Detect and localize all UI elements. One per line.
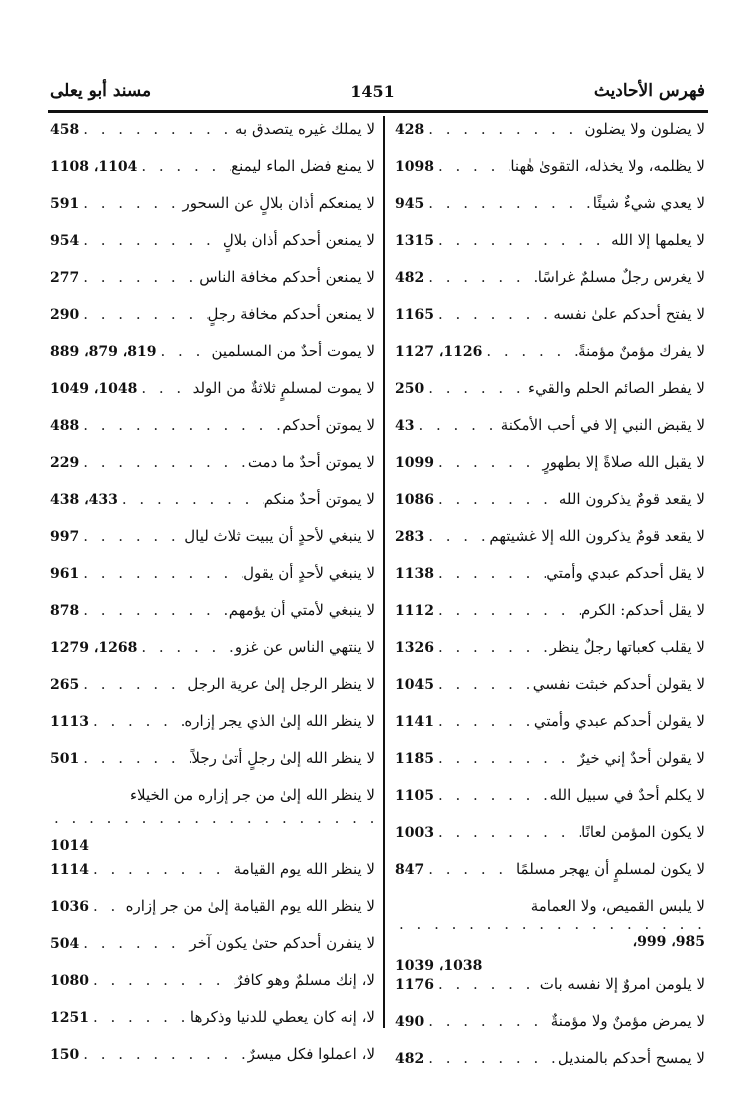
index-entry [50,749,375,786]
entry-text: لا يمنع فضل الماء ليمنع [231,157,375,175]
leader-dots [414,416,500,434]
leader-dots [434,786,550,804]
leader-dots [89,860,234,878]
entry-text: لا ينظر الله يوم القيامة [233,860,375,878]
entry-ref: 1036 [50,899,89,915]
leader-dots [395,915,705,933]
entry-ref: 997 [50,529,80,545]
leader-dots [79,1045,247,1063]
entry-ref: 591 [50,196,80,212]
index-entry [395,231,705,268]
page-header [50,76,705,106]
entry-ref: 945 [395,196,425,212]
leader-dots [89,1008,190,1026]
index-entry [50,231,375,268]
leader-dots [434,638,550,656]
index-entry [395,1012,705,1049]
entry-ref: 428 [395,122,425,138]
entry-text: لا، اعملوا فكل ميسرٌ [247,1045,375,1063]
entry-text: لا يقولن أحدكم خبثت نفسي [532,675,705,693]
entry-ref: 819، 879، 889 [50,344,157,360]
leader-dots [434,712,534,730]
leader-dots [79,416,282,434]
entry-text: لا ينفرن أحدكم حتىٰ يكون آخر [189,934,375,952]
entry-text: لا ينظر الرجل إلىٰ عرية الرجل [187,675,375,693]
entry-text: لا يظلمه، ولا يخذله، التقوىٰ هٰهنا [510,157,705,175]
entry-text: لا ينظر الله إلىٰ الذي يجر إزاره [184,712,375,730]
entry-ref: 985، 999، [632,934,705,950]
leader-dots [157,342,212,360]
entry-ref: 1098 [395,159,434,175]
entry-text: لا يكلم أحدٌ في سبيل الله [549,786,705,804]
index-entry [50,305,375,342]
entry-text: لا، إنه كان يعطي للدنيا وذكرها [189,1008,375,1026]
entry-text: لا يمنعكم أذان بلالٍ عن السحور [182,194,375,212]
index-entry [395,157,705,194]
entry-ref: 150 [50,1047,80,1063]
index-entry [395,638,705,675]
entry-text: لا يقبل الله صلاةً إلا بطهورٍ [542,453,705,471]
entry-ref: 954 [50,233,80,249]
index-entry [395,975,705,1012]
leader-dots [424,527,489,545]
index-entry [50,194,375,231]
entry-text: لا يقبض النبي إلا في أحب الأمكنة [500,416,705,434]
leader-dots [434,305,553,323]
entry-ref: 1185 [395,751,434,767]
entry-ref: 1165 [395,307,434,323]
index-entry [50,1008,375,1045]
index-entry [50,860,375,897]
entry-ref: 265 [50,677,80,693]
entry-ref-continued: 1014 [50,838,89,855]
leader-dots [434,231,611,249]
index-entry [50,120,375,157]
entry-ref: 1113 [50,714,89,730]
page-number: 1451 [350,81,395,101]
entry-ref: 1112 [395,603,434,619]
index-entry [395,564,705,601]
header-rule [48,110,708,113]
index-entry [50,379,375,416]
index-entry [50,527,375,564]
leader-dots [89,712,184,730]
leader-dots [424,1012,550,1030]
index-entry [50,564,375,601]
index-entry [50,416,375,453]
entry-text: لا يموتن أحدٌ منكم [263,490,375,508]
leader-dots [79,231,223,249]
entry-text: لا يمرض مؤمنٌ ولا مؤمنةٌ [550,1012,705,1030]
index-entry [395,1049,705,1086]
entry-ref: 490 [395,1014,425,1030]
leader-dots [79,268,199,286]
right-column [395,120,705,1086]
entry-text: لا يغرس رجلٌ مسلمٌ غراسًا [537,268,705,286]
entry-text: لا ينبغي لأمتي أن يؤمهم [228,601,375,619]
index-entry [50,453,375,490]
entry-ref: 433، 438 [50,492,118,508]
index-entry [395,897,705,975]
leader-dots [137,638,235,656]
leader-dots [79,120,235,138]
entry-text: لا يملك غيره يتصدق به [234,120,375,138]
index-entry [395,194,705,231]
entry-text: لا يفطر الصائم الحلم والقيء [528,379,705,397]
entry-text: لا يقل أحدكم: الكرم [580,601,705,619]
entry-text: لا ينظر الله إلىٰ رجلٍ أتىٰ رجلاً [191,749,375,767]
left-column [50,120,375,1082]
entry-ref: 1176 [395,977,434,993]
entry-text: لا ينبغي لأحدٍ أن يقول [243,564,375,582]
column-divider [383,116,385,1028]
entry-text: لا يعلمها إلا الله [611,231,705,249]
index-entry [50,897,375,934]
entry-ref: 458 [50,122,80,138]
entry-text: لا يقعد قومٌ يذكرون الله [558,490,705,508]
entry-text: لا ينظر الله إلىٰ من جر إزاره من الخيلاء [129,786,375,804]
entry-ref: 1104، 1108 [50,159,138,175]
entry-text: لا ينبغي لأحدٍ أن يبيت ثلاث ليال [184,527,375,545]
index-entry [50,971,375,1008]
entry-ref: 1086 [395,492,434,508]
entry-text: لا يفتح أحدكم علىٰ نفسه [553,305,705,323]
entry-ref: 504 [50,936,80,952]
index-entry [395,379,705,416]
index-entry [395,268,705,305]
index-entry [395,823,705,860]
leader-dots [118,490,264,508]
leader-dots [424,268,537,286]
entry-text: لا يمنعن أحدكم مخافة رجلٍ [207,305,375,323]
leader-dots [434,601,581,619]
entry-text: لا يمنعن أحدكم مخافة الناس [199,268,375,286]
entry-text: لا ينتهي الناس عن غزو [234,638,375,656]
entry-ref: 501 [50,751,80,767]
entry-ref: 1141 [395,714,434,730]
leader-dots [79,934,189,952]
index-entry [50,786,375,860]
leader-dots [137,379,192,397]
entry-ref: 1045 [395,677,434,693]
entry-ref: 878 [50,603,80,619]
index-entry [395,749,705,786]
index-entry [395,527,705,564]
leader-dots [434,823,581,841]
leader-dots [424,194,593,212]
entry-ref: 1138 [395,566,434,582]
index-entry [50,638,375,675]
entry-text: لا يقولن أحدكم عبدي وأمتي [533,712,705,730]
entry-text: لا يقعد قومٌ يذكرون الله إلا غشيتهم [489,527,705,545]
entry-text: لا يموتن أحدكم [282,416,375,434]
leader-dots [79,749,191,767]
entry-text: لا يضلون ولا يضلون [584,120,705,138]
entry-text: لا يلومن امروٌ إلا نفسه بات [539,975,705,993]
leader-dots [434,675,533,693]
leader-dots [79,305,207,323]
index-entry [395,786,705,823]
entry-text: لا يمنعن أحدكم أذان بلالٍ [222,231,375,249]
entry-ref: 961 [50,566,80,582]
entry-text: لا يموتن أحدٌ ما دمت [247,453,375,471]
index-entry [50,1045,375,1082]
entry-text: لا يقلب كعباتها رجلٌ ينظر [549,638,705,656]
leader-dots [89,897,126,915]
entry-ref: 1268، 1279 [50,640,138,656]
index-entry [50,268,375,305]
book-title: مسند أبو يعلى [50,81,152,101]
entry-text: لا يموت أحدٌ من المسلمين [211,342,375,360]
leader-dots [79,194,182,212]
entry-ref: 482 [395,1051,425,1067]
entry-text: لا ينظر الله يوم القيامة إلىٰ من جر إزاره [125,897,375,915]
entry-ref: 283 [395,529,425,545]
leader-dots [79,527,184,545]
entry-ref: 277 [50,270,80,286]
leader-dots [79,453,248,471]
entry-ref: 847 [395,862,425,878]
entry-ref: 290 [50,307,80,323]
index-entry [395,342,705,379]
leader-dots [79,601,229,619]
entry-ref: 482 [395,270,425,286]
index-entry [50,490,375,527]
leader-dots [424,860,516,878]
entry-ref: 1048، 1049 [50,381,138,397]
index-entry [395,453,705,490]
entry-text: لا يعدي شيءٌ شيئًا [592,194,705,212]
entry-text: لا يقل أحدكم عبدي وأمتي [546,564,705,582]
entry-ref: 488 [50,418,80,434]
leader-dots [79,564,243,582]
entry-ref: 1003 [395,825,434,841]
leader-dots [434,975,540,993]
index-entry [50,157,375,194]
leader-dots [434,749,578,767]
leader-dots [89,971,235,989]
entry-ref: 1315 [395,233,434,249]
leader-dots [434,564,546,582]
index-entry [395,712,705,749]
index-entry [50,601,375,638]
entry-text: لا يكون المؤمن لعانًا [581,823,705,841]
entry-text: لا، إنك مسلمٌ وهو كافرٌ [235,971,375,989]
entry-ref: 43 [395,418,415,434]
leader-dots [50,809,375,827]
index-entry [50,934,375,971]
leader-dots [434,490,559,508]
index-entry [395,305,705,342]
entry-ref-continued: 1038، 1039 [395,958,483,974]
index-entry [395,860,705,897]
entry-ref: 1126، 1127 [395,344,483,360]
entry-text: لا يلبس القميص، ولا العمامة [530,897,705,915]
entry-ref: 1326 [395,640,434,656]
entry-text: لا يموت لمسلمٍ ثلاثةٌ من الولد [192,379,375,397]
leader-dots [424,120,584,138]
leader-dots [434,157,510,175]
leader-dots [137,157,231,175]
entry-text: لا يقولن أحدٌ إني خيرٌ [577,749,705,767]
index-entry [395,416,705,453]
index-entry [395,675,705,712]
index-entry [50,342,375,379]
entry-ref: 229 [50,455,80,471]
entry-text: لا يمسح أحدكم بالمنديل [557,1049,705,1067]
leader-dots [434,453,543,471]
entry-ref: 1099 [395,455,434,471]
entry-ref: 1251 [50,1010,89,1026]
entry-ref: 1114 [50,862,89,878]
leader-dots [424,379,528,397]
entry-text: لا يفرك مؤمنٌ مؤمنةً [578,342,705,360]
section-title: فهرس الأحاديث [593,81,705,101]
entry-ref: 1080 [50,973,89,989]
leader-dots [79,675,187,693]
index-entry [395,120,705,157]
entry-ref: 1105 [395,788,434,804]
index-entry [50,712,375,749]
entry-text: لا يكون لمسلمٍ أن يهجر مسلمًا [515,860,705,878]
index-entry [395,601,705,638]
leader-dots [482,342,578,360]
index-entry [50,675,375,712]
leader-dots [424,1049,558,1067]
index-entry [395,490,705,527]
entry-ref: 250 [395,381,425,397]
